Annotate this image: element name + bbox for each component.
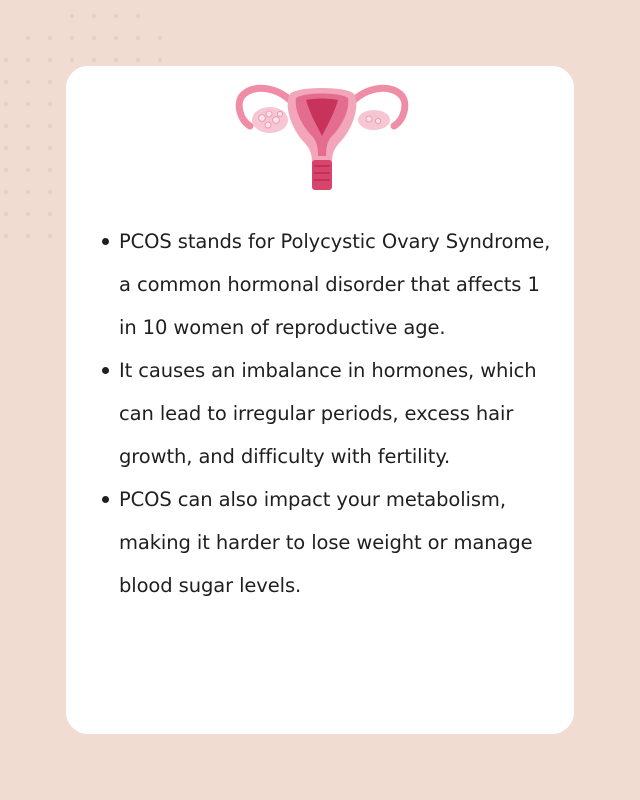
pcos-facts-list [102, 220, 562, 607]
list-item-text: PCOS stands for Polycystic Ovary Syndrome, a common hormonal disorder that affects 1 in 10 women of reproductive age. [119, 230, 551, 339]
list-item [102, 220, 562, 349]
uterus-icon [234, 76, 410, 196]
list-item [102, 349, 562, 478]
bullet-point-icon [102, 496, 109, 503]
info-card [66, 66, 574, 734]
list-item-text: PCOS can also impact your metabolism, making it harder to lose weight or manage blood sugar levels. [119, 488, 533, 597]
bullet-point-icon [102, 367, 109, 374]
bullet-point-icon [102, 238, 109, 245]
list-item-text: It causes an imbalance in hormones, which can lead to irregular periods, excess hair growth, and difficulty with fertility. [119, 359, 537, 468]
list-item [102, 478, 562, 607]
